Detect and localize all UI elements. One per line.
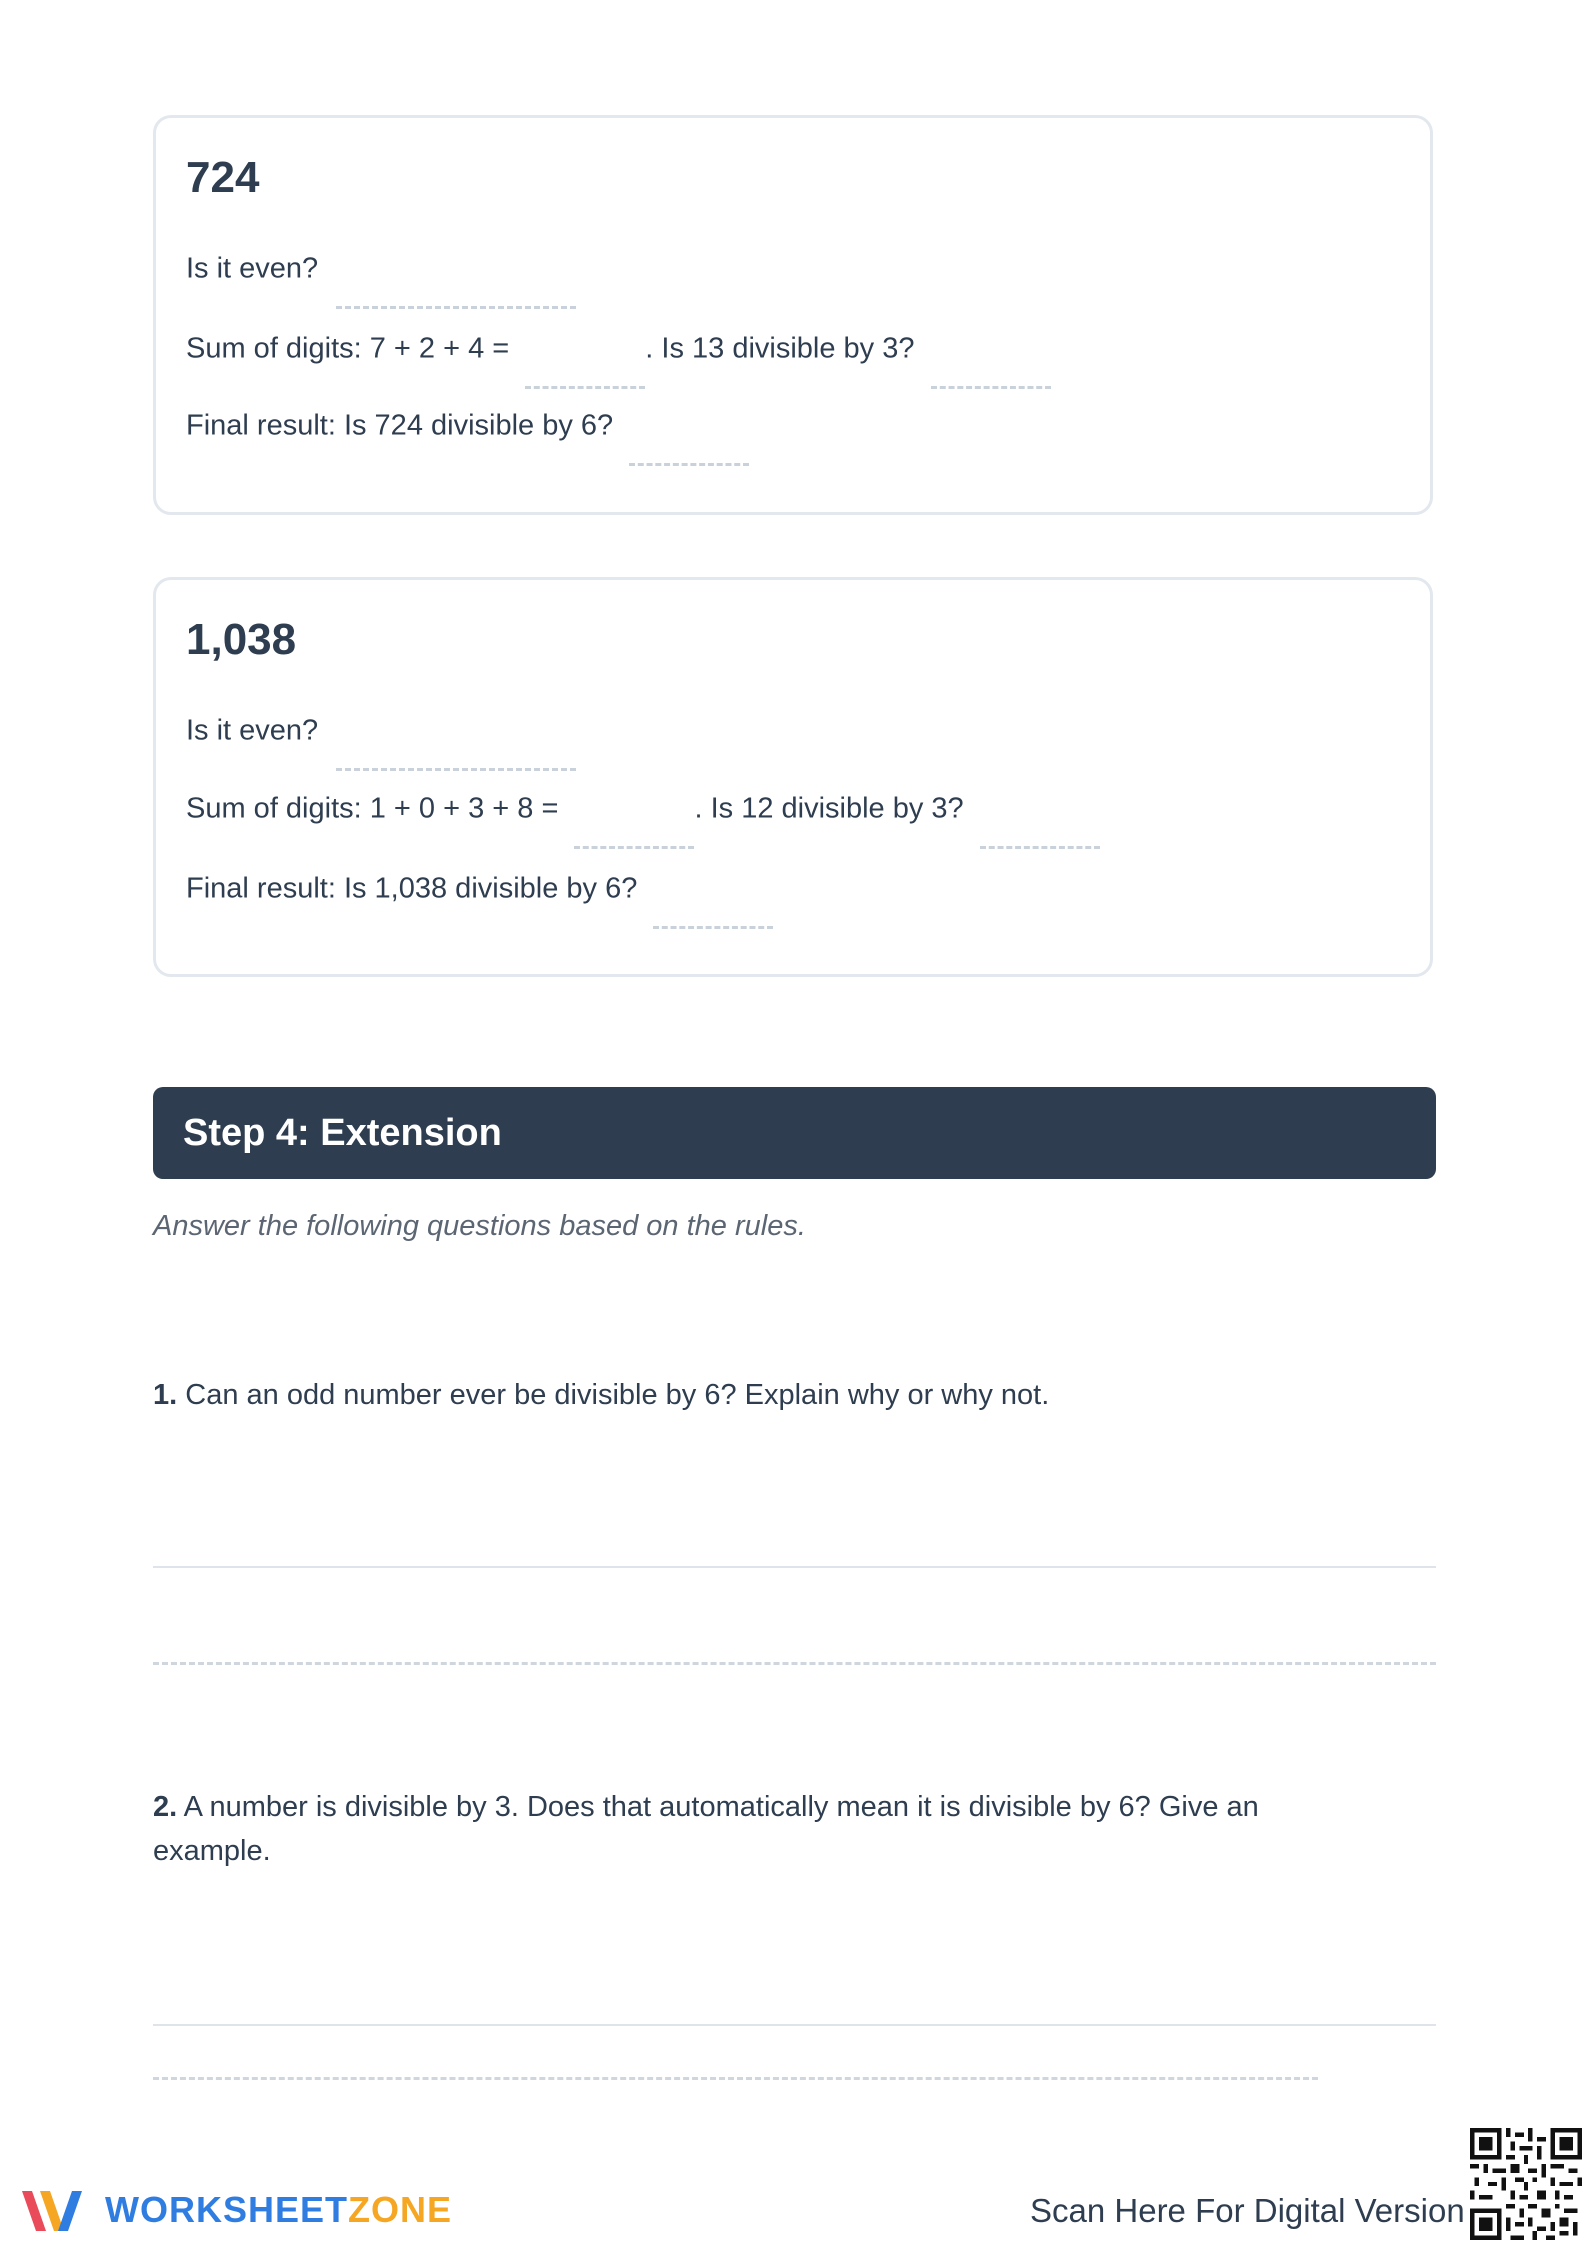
card-number: 1,038 [186, 615, 297, 664]
even-question-label: Is it even? [186, 252, 319, 285]
sum-question [186, 790, 1100, 825]
sum-answer-blank[interactable] [574, 845, 694, 849]
final-question-label: Final result: Is 724 divisible by 6? [186, 409, 614, 442]
card-number: 724 [186, 153, 260, 202]
sum-question-prefix: Sum of digits: 1 + 0 + 3 + 8 = [186, 792, 559, 825]
answer-line-solid[interactable] [153, 1566, 1436, 1568]
problem-card-724 [153, 115, 1433, 515]
logo-w-icon [18, 2181, 93, 2239]
sum-question-prefix: Sum of digits: 7 + 2 + 4 = [186, 332, 510, 365]
question-number: 2. [153, 1791, 178, 1823]
sum-answer-blank[interactable] [525, 385, 645, 389]
final-question [186, 870, 773, 905]
final-question-label: Final result: Is 1,038 divisible by 6? [186, 872, 638, 905]
answer-line-dashed[interactable] [153, 2077, 1318, 2080]
divisible-by-3-blank[interactable] [980, 845, 1100, 849]
answer-line-solid[interactable] [153, 2024, 1436, 2026]
question-number: 1. [153, 1379, 178, 1411]
even-answer-blank[interactable] [336, 305, 576, 309]
final-answer-blank[interactable] [653, 925, 773, 929]
final-question [186, 407, 749, 442]
answer-line-dashed[interactable] [153, 1662, 1436, 1665]
qr-code-icon[interactable] [1470, 2128, 1582, 2240]
even-question [186, 250, 576, 285]
even-question-label: Is it even? [186, 714, 319, 747]
sum-question-suffix: . Is 12 divisible by 3? [694, 792, 964, 825]
even-question [186, 712, 576, 747]
divisible-by-3-blank[interactable] [931, 385, 1051, 389]
sum-question [186, 330, 1051, 365]
even-answer-blank[interactable] [336, 767, 576, 771]
question-text: A number is divisible by 3. Does that automatically mean it is divisible by 6? Give an example. [153, 1791, 1259, 1867]
problem-card-1038 [153, 577, 1433, 977]
logo-text: WORKSHEETZONE [105, 2189, 453, 2230]
worksheetzone-logo[interactable] [18, 2180, 452, 2240]
step-4-instruction: Answer the following questions based on the rules. [153, 1210, 806, 1242]
step-4-header: Step 4: Extension [153, 1087, 1436, 1179]
sum-question-suffix: . Is 13 divisible by 3? [645, 332, 915, 365]
question-2 [153, 1785, 1383, 1873]
question-1 [153, 1373, 1383, 1417]
scan-here-text: Scan Here For Digital Version [1030, 2192, 1465, 2229]
final-answer-blank[interactable] [629, 462, 749, 466]
question-text: Can an odd number ever be divisible by 6? Explain why or why not. [185, 1379, 1050, 1411]
